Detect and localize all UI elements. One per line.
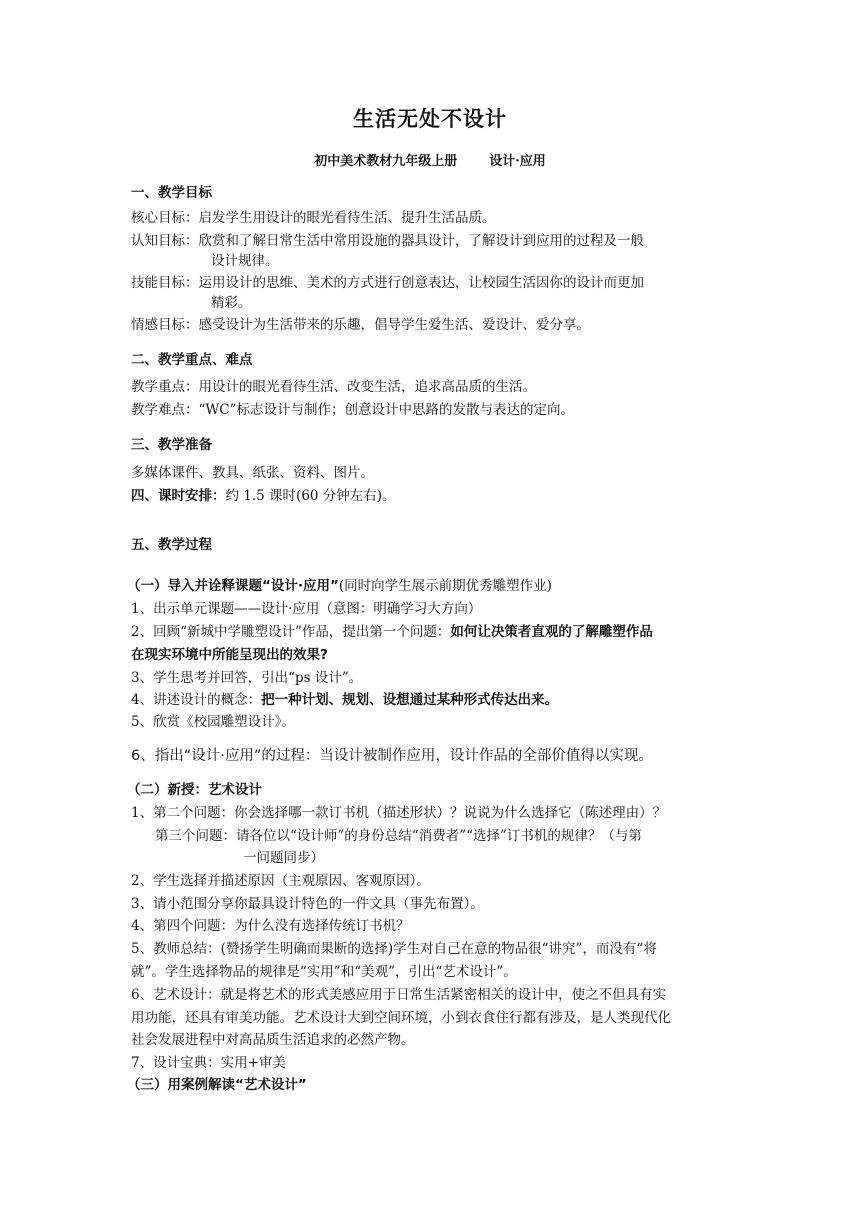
part-1-item-4 bbox=[131, 690, 558, 710]
part-2-item-1-third-question: 第三个问题：请各位以“设计师”的身份总结“消费者”“选择”订书机的规律？（与第 bbox=[155, 828, 642, 844]
part-1-item-2-cont: 在现实环境中所能呈现出的效果? bbox=[131, 647, 328, 663]
part-1-item-2-question: 如何让决策者直观的了解雕塑作品 bbox=[450, 624, 653, 640]
cognitive-goal: 认知目标：欣赏和了解日常生活中常用设施的器具设计，了解设计到应用的过程及一般 bbox=[131, 233, 644, 249]
part-1-item-4-text: 4、讲述设计的概念： bbox=[131, 692, 262, 708]
skill-goal: 技能目标：运用设计的思维、美术的方式进行创意表达，让校园生活因你的设计而更加 bbox=[131, 275, 644, 291]
section-2-heading: 二、教学重点、难点 bbox=[131, 352, 253, 368]
part-2-item-5-cont: 就”。学生选择物品的规律是“实用”和“美观”，引出“艺术设计”。 bbox=[131, 964, 517, 980]
core-goal: 核心目标：启发学生用设计的眼光看待生活、提升生活品质。 bbox=[131, 210, 496, 226]
part-2-item-5: 5、教师总结：(赞扬学生明确而果断的选择)学生对自己在意的物品很“讲究”，而没有“将 bbox=[131, 941, 657, 957]
document-title: 生活无处不设计 bbox=[353, 107, 507, 131]
part-2-heading: （二）新授：艺术设计 bbox=[127, 782, 262, 798]
part-1-note: (同时向学生展示前期优秀雕塑作业) bbox=[338, 578, 552, 594]
cognitive-goal-cont: 设计规律。 bbox=[211, 253, 279, 269]
section-3-heading: 三、教学准备 bbox=[131, 437, 212, 453]
part-2-item-6-cont-2: 社会发展进程中对高品质生活追求的必然产物。 bbox=[131, 1032, 415, 1048]
part-1-item-5: 5、欣赏《校园雕塑设计》。 bbox=[131, 714, 295, 730]
part-2-item-3: 3、请小范围分享你最具设计特色的一件文具（事先布置）。 bbox=[131, 896, 484, 912]
part-1-item-1: 1、出示单元课题——设计·应用（意图：明确学习大方向） bbox=[131, 601, 482, 617]
preparation-text: 多媒体课件、教具、纸张、资料、图片。 bbox=[131, 465, 374, 481]
section-4-text: 约 1.5 课时(60 分钟左右)。 bbox=[225, 488, 396, 504]
part-3-heading: （三）用案例解读“艺术设计” bbox=[127, 1077, 307, 1093]
part-2-item-2: 2、学生选择并描述原因（主观原因、客观原因）。 bbox=[131, 873, 430, 889]
subtitle-unit: 设计·应用 bbox=[489, 154, 546, 169]
part-1-title: （一）导入并诠释课题“设计·应用” bbox=[127, 578, 339, 594]
section-5-heading: 五、教学过程 bbox=[131, 537, 212, 553]
part-1-item-2-text: 2、回顾“新城中学雕塑设计”作品，提出第一个问题： bbox=[131, 624, 451, 640]
difficult-point: 教学难点：“WC”标志设计与制作；创意设计中思路的发散与表达的定向。 bbox=[131, 402, 575, 418]
part-2-item-6: 6、艺术设计：就是将艺术的形式美感应用于日常生活紧密相关的设计中，使之不但具有实 bbox=[131, 987, 667, 1003]
part-2-item-4: 4、第四个问题：为什么没有选择传统订书机？ bbox=[131, 918, 410, 934]
part-1-item-6: 6、指出“设计·应用”的过程：当设计被制作应用，设计作品的全部价值得以实现。 bbox=[131, 748, 653, 764]
part-2-item-7: 7、设计宝典：实用+审美 bbox=[131, 1055, 286, 1071]
class-hours bbox=[131, 486, 396, 506]
part-1-item-2 bbox=[131, 622, 653, 642]
part-2-item-1: 1、第二个问题：你会选择哪一款订书机（描述形状）？说说为什么选择它（陈述理由）？ bbox=[131, 805, 667, 821]
skill-goal-cont: 精彩。 bbox=[211, 295, 252, 311]
subtitle-textbook: 初中美术教材九年级上册 bbox=[314, 154, 458, 169]
emotion-goal: 情感目标：感受设计为生活带来的乐趣，倡导学生爱生活、爱设计、爱分享。 bbox=[131, 317, 590, 333]
section-4-label: 四、课时安排： bbox=[131, 488, 226, 504]
part-2-item-6-cont-1: 用功能，还具有审美功能。艺术设计大到空间环境，小到衣食住行都有涉及，是人类现代化 bbox=[131, 1010, 671, 1026]
part-1-item-4-concept: 把一种计划、规划、设想通过某种形式传达出来。 bbox=[261, 692, 559, 708]
part-2-item-1-cont: 一问题同步） bbox=[243, 850, 324, 866]
document-subtitle bbox=[0, 150, 860, 169]
part-1-item-3: 3、学生思考并回答，引出“ps 设计”。 bbox=[131, 670, 363, 686]
key-point: 教学重点：用设计的眼光看待生活、改变生活，追求高品质的生活。 bbox=[131, 379, 536, 395]
part-1-heading bbox=[127, 576, 552, 596]
section-1-heading: 一、教学目标 bbox=[131, 185, 212, 201]
